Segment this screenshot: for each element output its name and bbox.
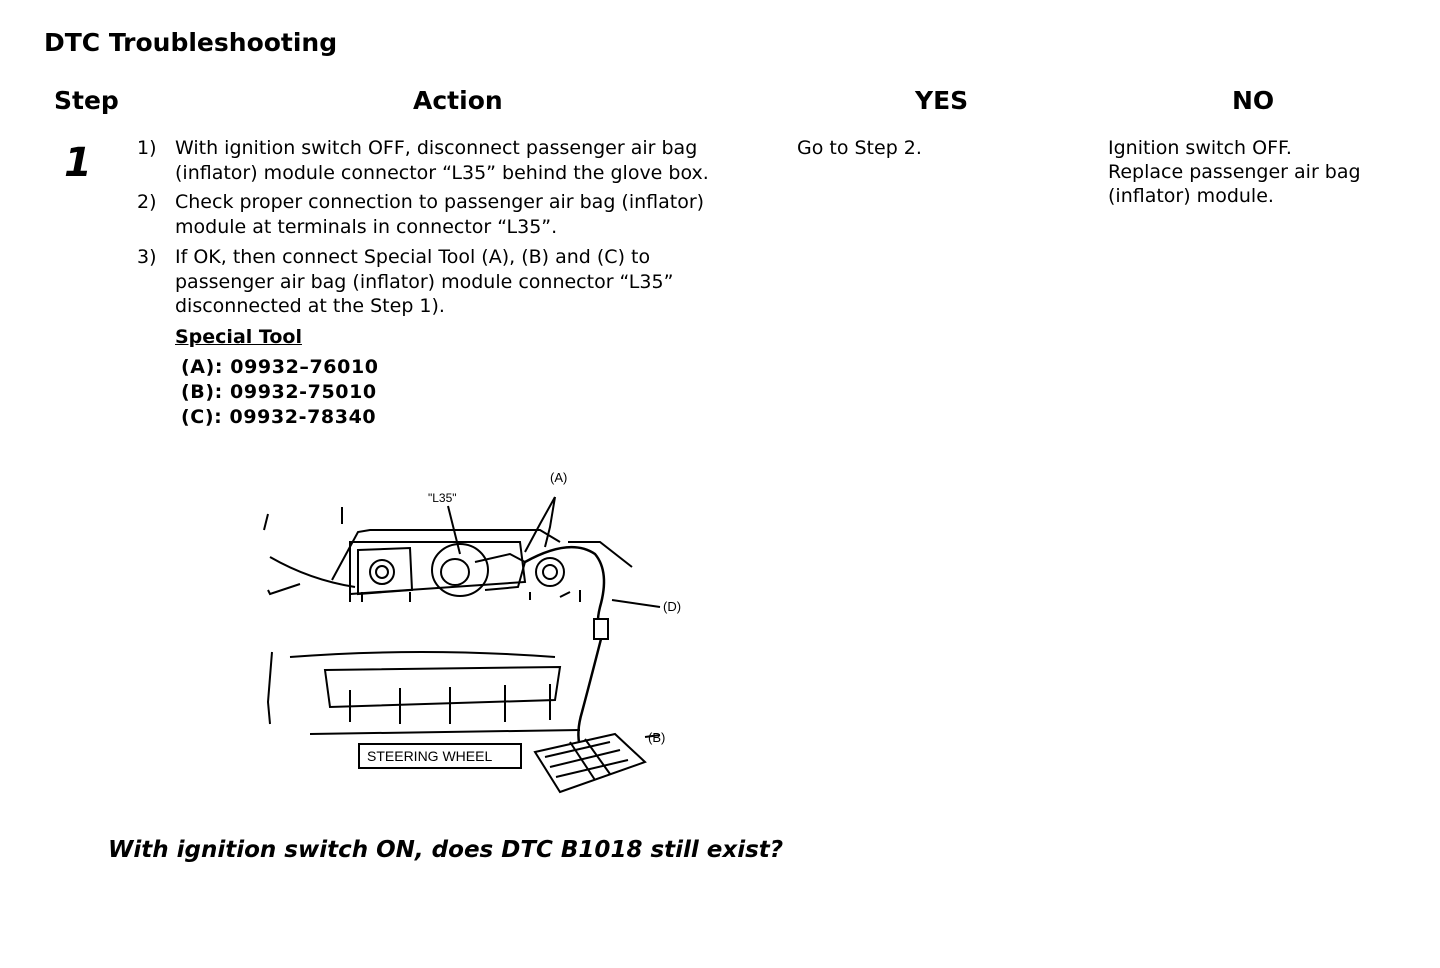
mount-tabs-right xyxy=(560,590,580,602)
special-tool-b: (B): 09932-75010 xyxy=(181,381,377,403)
special-tool-a: (A): 09932–76010 xyxy=(181,356,379,378)
glovebox-housing xyxy=(332,530,560,580)
tool-b-body xyxy=(535,734,645,792)
action-item-1 xyxy=(137,136,777,186)
lower-dash-top xyxy=(290,652,555,657)
no-result-line-1: Ignition switch OFF. xyxy=(1108,137,1292,159)
steering-column-panel xyxy=(325,667,560,707)
action-number: 3) xyxy=(137,246,157,268)
right-bolt-inner xyxy=(543,565,557,579)
header-no: NO xyxy=(1232,86,1275,115)
glovebox-left-bay xyxy=(358,548,412,594)
step-question: With ignition switch ON, does DTC B1018 still exist? xyxy=(108,837,784,863)
connection-diagram xyxy=(250,462,710,807)
action-text: If OK, then connect Special Tool (A), (B) and (C) to passenger air bag (inflator) module connector “L35” disconnected at the Step 1). xyxy=(175,246,674,317)
yes-result: Go to Step 2. xyxy=(797,137,922,159)
action-text: Check proper connection to passenger air bag (inflator) module at terminals in connector “L35”. xyxy=(175,191,705,238)
label-a: (A) xyxy=(550,470,568,485)
panel-lower-edge xyxy=(268,584,300,594)
label-steering-wheel: STEERING WHEEL xyxy=(367,748,493,764)
label-d: (D) xyxy=(663,599,682,614)
action-text: With ignition switch OFF, disconnect passenger air bag (inflator) module connector “L35” behind the glove box. xyxy=(175,137,709,184)
l35-connector-socket xyxy=(441,559,469,585)
header-step: Step xyxy=(54,86,119,115)
header-action: Action xyxy=(413,86,503,115)
floor-line xyxy=(310,730,580,734)
vent-slats xyxy=(350,684,550,724)
step-number: 1 xyxy=(64,140,92,186)
no-result-line-3: (inflator) module. xyxy=(1108,185,1274,207)
action-item-3 xyxy=(137,245,777,320)
label-b: (B) xyxy=(648,730,666,745)
label-l35: "L35" xyxy=(428,491,457,505)
special-tool-title: Special Tool xyxy=(175,326,302,348)
header-yes: YES xyxy=(915,86,969,115)
left-bolt-inner xyxy=(376,566,388,578)
action-number: 1) xyxy=(137,137,157,159)
dash-edge-line xyxy=(264,514,268,530)
d-leader-line xyxy=(612,600,660,607)
right-bolt xyxy=(536,558,564,586)
cable-a xyxy=(525,547,604,632)
action-item-2 xyxy=(137,190,777,240)
no-result-line-2: Replace passenger air bag xyxy=(1108,161,1361,183)
lower-left-edge xyxy=(268,652,272,724)
page-title: DTC Troubleshooting xyxy=(44,28,338,57)
cable-to-b xyxy=(578,639,601,747)
left-bolt xyxy=(370,560,394,584)
action-number: 2) xyxy=(137,191,157,213)
special-tool-c: (C): 09932-78340 xyxy=(181,406,377,428)
cable-connector xyxy=(594,619,608,639)
